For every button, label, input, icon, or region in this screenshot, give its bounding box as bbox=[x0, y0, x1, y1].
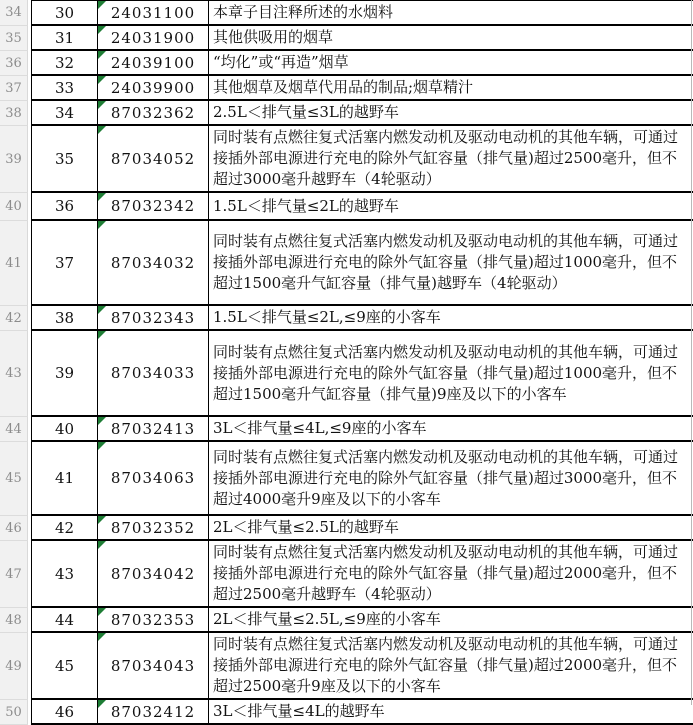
sequence-cell[interactable] bbox=[31, 442, 97, 516]
table-row bbox=[0, 700, 693, 725]
table-row bbox=[0, 0, 693, 26]
sequence-cell[interactable] bbox=[31, 193, 97, 221]
error-indicator-icon bbox=[98, 221, 106, 229]
excel-row-number[interactable] bbox=[0, 193, 28, 221]
error-indicator-icon bbox=[98, 126, 106, 134]
table-row bbox=[0, 633, 693, 700]
hs-code-label: 87032413 bbox=[110, 419, 196, 438]
sequence-label: 46 bbox=[54, 702, 75, 721]
hs-code-label: 87032362 bbox=[110, 103, 196, 122]
error-indicator-icon bbox=[98, 331, 106, 339]
error-indicator-icon bbox=[98, 442, 106, 450]
hs-code-label: 87034033 bbox=[110, 364, 196, 382]
sequence-label: 38 bbox=[54, 308, 75, 327]
excel-row-number-label: 35 bbox=[5, 30, 22, 46]
error-indicator-icon bbox=[98, 51, 106, 59]
excel-row-number[interactable] bbox=[0, 608, 28, 633]
description-cell[interactable] bbox=[208, 26, 693, 51]
sequence-cell[interactable] bbox=[31, 51, 97, 76]
excel-row-number[interactable] bbox=[0, 101, 28, 126]
excel-row-number-label: 47 bbox=[5, 566, 22, 582]
table-row bbox=[0, 51, 693, 76]
sequence-label: 41 bbox=[54, 469, 75, 487]
description-label: 1.5L＜排气量≤2L,≤9座的小客车 bbox=[213, 308, 441, 326]
hs-code-cell[interactable] bbox=[97, 51, 208, 76]
description-label: 同时装有点燃往复式活塞内燃发动机及驱动电动机的其他车辆，可通过接插外部电源进行充电的除外气缸容量（排气量)超过3000毫升，但不超过4000毫升9座及以下的小客车 bbox=[213, 447, 679, 508]
excel-row-number-label: 49 bbox=[5, 658, 22, 674]
sequence-label: 34 bbox=[54, 103, 75, 122]
error-indicator-icon bbox=[98, 700, 106, 708]
excel-row-number[interactable] bbox=[0, 76, 28, 101]
table-row bbox=[0, 221, 693, 306]
table-row bbox=[0, 516, 693, 541]
sequence-label: 43 bbox=[54, 564, 75, 583]
excel-row-number[interactable] bbox=[0, 221, 28, 306]
description-label: 2L＜排气量≤2.5L的越野车 bbox=[213, 518, 399, 536]
description-label: 其他供吸用的烟草 bbox=[213, 28, 334, 46]
description-cell[interactable] bbox=[208, 516, 693, 541]
description-label: 1.5L＜排气量≤2L的越野车 bbox=[213, 196, 399, 215]
excel-row-number-label: 36 bbox=[5, 55, 22, 71]
error-indicator-icon bbox=[98, 516, 106, 524]
sequence-label: 42 bbox=[54, 518, 75, 537]
sequence-label: 30 bbox=[54, 3, 75, 22]
error-indicator-icon bbox=[98, 608, 106, 616]
description-cell[interactable] bbox=[208, 541, 693, 608]
sequence-cell[interactable] bbox=[31, 608, 97, 633]
hs-code-label: 87032353 bbox=[110, 610, 196, 629]
description-label: 3L＜排气量≤4L的越野车 bbox=[213, 702, 385, 720]
hs-code-cell[interactable] bbox=[97, 633, 208, 700]
sheet-right-gridline bbox=[691, 0, 692, 705]
sequence-cell[interactable] bbox=[31, 0, 97, 26]
excel-row-number-label: 39 bbox=[5, 151, 22, 167]
excel-row-number-label: 40 bbox=[5, 199, 22, 214]
hs-code-cell[interactable] bbox=[97, 541, 208, 608]
sequence-cell[interactable] bbox=[31, 101, 97, 126]
hs-code-cell[interactable] bbox=[97, 0, 208, 26]
table-row bbox=[0, 193, 693, 221]
hs-code-cell[interactable] bbox=[97, 126, 208, 193]
excel-row-number[interactable] bbox=[0, 633, 28, 700]
hs-code-label: 87032352 bbox=[110, 518, 196, 537]
hs-code-label: 87032342 bbox=[110, 197, 196, 215]
description-cell[interactable] bbox=[208, 76, 693, 101]
table-row bbox=[0, 541, 693, 608]
description-cell[interactable] bbox=[208, 417, 693, 442]
description-cell[interactable] bbox=[208, 331, 693, 417]
description-label: 同时装有点燃往复式活塞内燃发动机及驱动电动机的其他车辆，可通过接插外部电源进行充电的除外气缸容量（排气量)超过2500毫升，但不超过3000毫升越野车（4轮驱动） bbox=[213, 128, 679, 188]
hs-code-cell[interactable] bbox=[97, 101, 208, 126]
excel-row-number[interactable] bbox=[0, 306, 28, 331]
description-label: 同时装有点燃往复式活塞内燃发动机及驱动电动机的其他车辆，可通过接插外部电源进行充电的除外气缸容量（排气量)超过1000毫升，但不超过1500毫升气缸容量（排气量)越野车（4轮驱动） bbox=[213, 232, 679, 292]
hs-code-label: 87032412 bbox=[110, 702, 196, 721]
hs-code-label: 87034052 bbox=[110, 149, 196, 168]
error-indicator-icon bbox=[98, 101, 106, 109]
excel-row-number[interactable] bbox=[0, 0, 28, 26]
excel-row-number[interactable] bbox=[0, 700, 28, 725]
description-cell[interactable] bbox=[208, 306, 693, 331]
hs-code-cell[interactable] bbox=[97, 700, 208, 725]
sequence-cell[interactable] bbox=[31, 417, 97, 442]
sequence-label: 31 bbox=[54, 28, 75, 47]
sequence-cell[interactable] bbox=[31, 76, 97, 101]
sequence-cell[interactable] bbox=[31, 331, 97, 417]
sequence-label: 33 bbox=[54, 78, 75, 97]
sequence-label: 32 bbox=[54, 53, 75, 72]
table-row bbox=[0, 76, 693, 101]
description-cell[interactable] bbox=[208, 193, 693, 221]
hs-code-cell[interactable] bbox=[97, 193, 208, 221]
sequence-cell[interactable] bbox=[31, 306, 97, 331]
excel-row-number[interactable] bbox=[0, 442, 28, 516]
sequence-label: 39 bbox=[54, 364, 75, 382]
hs-code-label: 24031100 bbox=[110, 3, 196, 22]
description-cell[interactable] bbox=[208, 633, 693, 700]
description-label: 3L＜排气量≤4L,≤9座的小客车 bbox=[213, 419, 427, 437]
sequence-label: 35 bbox=[54, 149, 75, 168]
hs-code-cell[interactable] bbox=[97, 26, 208, 51]
table-row bbox=[0, 608, 693, 633]
hs-code-cell[interactable] bbox=[97, 221, 208, 306]
excel-row-number-label: 37 bbox=[5, 80, 22, 96]
error-indicator-icon bbox=[98, 193, 106, 201]
sequence-cell[interactable] bbox=[31, 126, 97, 193]
excel-row-number[interactable] bbox=[0, 516, 28, 541]
hs-code-label: 87032343 bbox=[110, 308, 196, 327]
description-label: 同时装有点燃往复式活塞内燃发动机及驱动电动机的其他车辆，可通过接插外部电源进行充电的除外气缸容量（排气量)超过1000毫升，但不超过1500毫升气缸容量（排气量)9座及以下的小客车 bbox=[213, 342, 679, 403]
sequence-cell[interactable] bbox=[31, 516, 97, 541]
error-indicator-icon bbox=[98, 306, 106, 314]
hs-code-cell[interactable] bbox=[97, 442, 208, 516]
excel-row-number[interactable] bbox=[0, 126, 28, 193]
excel-row-number-label: 43 bbox=[5, 366, 22, 381]
hs-code-cell[interactable] bbox=[97, 608, 208, 633]
excel-row-number-label: 34 bbox=[5, 5, 22, 20]
hs-code-label: 87034043 bbox=[110, 656, 196, 675]
excel-row-number[interactable] bbox=[0, 26, 28, 51]
excel-row-number-label: 46 bbox=[5, 520, 22, 536]
table-row bbox=[0, 417, 693, 442]
sequence-label: 36 bbox=[54, 197, 75, 215]
sequence-cell[interactable] bbox=[31, 26, 97, 51]
description-label: 2.5L＜排气量≤3L的越野车 bbox=[213, 103, 399, 121]
error-indicator-icon bbox=[98, 1, 106, 9]
excel-row-number-label: 48 bbox=[5, 612, 22, 628]
description-label: 2L＜排气量≤2.5L,≤9座的小客车 bbox=[213, 610, 441, 628]
hs-code-cell[interactable] bbox=[97, 516, 208, 541]
sequence-cell[interactable] bbox=[31, 221, 97, 306]
excel-row-number-label: 45 bbox=[5, 471, 22, 486]
description-cell[interactable] bbox=[208, 221, 693, 306]
hs-code-label: 24031900 bbox=[110, 28, 196, 47]
description-label: 同时装有点燃往复式活塞内燃发动机及驱动电动机的其他车辆，可通过接插外部电源进行充电的除外气缸容量（排气量)超过2000毫升，但不超过2500毫升9座及以下的小客车 bbox=[213, 635, 679, 695]
description-cell[interactable] bbox=[208, 101, 693, 126]
sequence-label: 37 bbox=[54, 253, 75, 272]
hs-code-label: 87034063 bbox=[110, 469, 196, 487]
hs-code-label: 24039900 bbox=[110, 78, 196, 97]
hs-code-cell[interactable] bbox=[97, 417, 208, 442]
excel-row-number-label: 41 bbox=[5, 255, 22, 271]
excel-row-number-label: 50 bbox=[5, 704, 22, 720]
excel-row-number-label: 42 bbox=[5, 310, 22, 326]
error-indicator-icon bbox=[98, 76, 106, 84]
description-cell[interactable] bbox=[208, 700, 693, 725]
table-row bbox=[0, 331, 693, 417]
description-label: 同时装有点燃往复式活塞内燃发动机及驱动电动机的其他车辆，可通过接插外部电源进行充电的除外气缸容量（排气量)超过2000毫升，但不超过2500毫升越野车（4轮驱动） bbox=[213, 543, 679, 603]
excel-row-number-label: 44 bbox=[5, 421, 22, 437]
description-label: “均化”或“再造”烟草 bbox=[213, 53, 349, 71]
hs-code-cell[interactable] bbox=[97, 306, 208, 331]
table-row bbox=[0, 26, 693, 51]
sequence-cell[interactable] bbox=[31, 633, 97, 700]
excel-row-number[interactable] bbox=[0, 541, 28, 608]
sequence-label: 45 bbox=[54, 656, 75, 675]
description-label: 其他烟草及烟草代用品的制品;烟草精汁 bbox=[213, 78, 474, 96]
sequence-label: 44 bbox=[54, 610, 75, 629]
description-cell[interactable] bbox=[208, 126, 693, 193]
description-label: 本章子目注释所述的水烟料 bbox=[213, 3, 394, 21]
excel-row-number[interactable] bbox=[0, 417, 28, 442]
error-indicator-icon bbox=[98, 26, 106, 34]
description-cell[interactable] bbox=[208, 442, 693, 516]
description-cell[interactable] bbox=[208, 51, 693, 76]
hs-code-label: 24039100 bbox=[110, 53, 196, 72]
excel-row-number[interactable] bbox=[0, 331, 28, 417]
sequence-cell[interactable] bbox=[31, 700, 97, 725]
hs-code-cell[interactable] bbox=[97, 331, 208, 417]
table-row bbox=[0, 126, 693, 193]
description-cell[interactable] bbox=[208, 608, 693, 633]
description-cell[interactable] bbox=[208, 0, 693, 26]
error-indicator-icon bbox=[98, 541, 106, 549]
table-row bbox=[0, 306, 693, 331]
excel-row-number-label: 38 bbox=[5, 105, 22, 121]
sequence-label: 40 bbox=[54, 419, 75, 438]
hs-code-label: 87034032 bbox=[110, 253, 196, 272]
hs-code-label: 87034042 bbox=[110, 564, 196, 583]
table-row bbox=[0, 442, 693, 516]
sequence-cell[interactable] bbox=[31, 541, 97, 608]
excel-row-number[interactable] bbox=[0, 51, 28, 76]
error-indicator-icon bbox=[98, 633, 106, 641]
error-indicator-icon bbox=[98, 417, 106, 425]
table-row bbox=[0, 101, 693, 126]
hs-code-cell[interactable] bbox=[97, 76, 208, 101]
